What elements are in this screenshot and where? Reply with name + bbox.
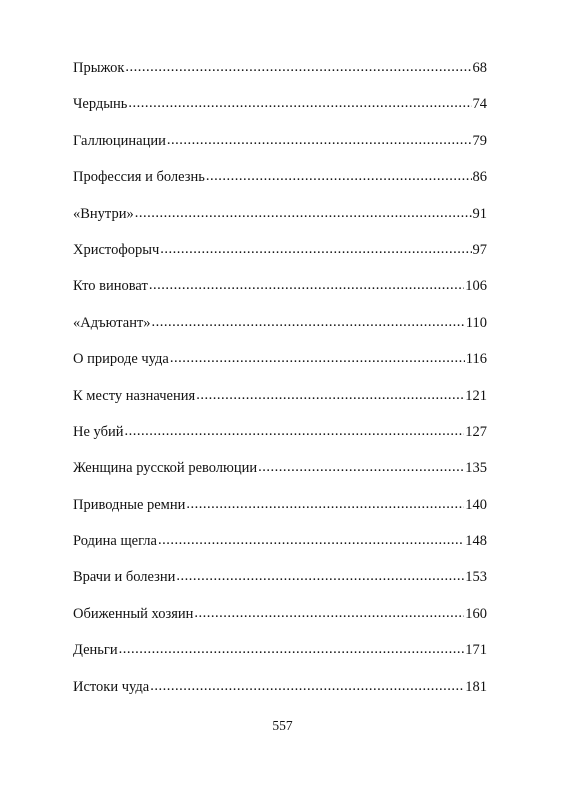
toc-entry-page: 153	[465, 569, 487, 586]
toc-entry[interactable]	[73, 495, 487, 531]
toc-entry-title: Деньги	[73, 642, 118, 659]
toc-entry-title: Обиженный хозяин	[73, 605, 194, 622]
toc-entry-page: 116	[465, 351, 487, 368]
toc-entry-page: 127	[465, 423, 487, 440]
toc-entry-title: Чердынь	[73, 96, 128, 113]
toc-entry[interactable]	[73, 567, 487, 603]
toc-entry-title: Галлюцинации	[73, 132, 166, 149]
toc-dot-leader	[149, 275, 464, 295]
toc-entry-page: 79	[472, 132, 487, 149]
toc-entry[interactable]	[73, 640, 487, 676]
toc-dot-leader	[206, 166, 472, 186]
toc-dot-leader	[119, 639, 465, 659]
toc-dot-leader	[194, 603, 464, 623]
toc-entry[interactable]	[73, 94, 487, 130]
toc-entry-page: 171	[465, 642, 487, 659]
toc-dot-leader	[152, 312, 465, 332]
toc-entry-title: Христофорыч	[73, 241, 160, 258]
toc-dot-leader	[125, 421, 465, 441]
toc-entry[interactable]	[73, 131, 487, 167]
toc-entry-page: 97	[472, 241, 487, 258]
toc-entry-title: Приводные ремни	[73, 496, 186, 513]
toc-entry-page: 160	[465, 605, 487, 622]
toc-entry-title: Врачи и болезни	[73, 569, 176, 586]
toc-entry-page: 121	[465, 387, 487, 404]
toc-entry-page: 91	[472, 205, 487, 222]
toc-entry-title: Прыжок	[73, 60, 125, 76]
toc-entry[interactable]	[73, 204, 487, 240]
toc-entry[interactable]	[73, 313, 487, 349]
toc-entry-title: Профессия и болезнь	[73, 169, 205, 186]
toc-entry[interactable]	[73, 422, 487, 458]
toc-entry-title: К месту назначения	[73, 387, 196, 404]
toc-dot-leader	[128, 93, 471, 113]
toc-entry[interactable]	[73, 677, 487, 713]
toc-entry-title: «Адъютант»	[73, 314, 151, 331]
toc-entry-title: Женщина русской революции	[73, 460, 258, 477]
table-of-contents	[73, 58, 487, 713]
toc-entry[interactable]	[73, 604, 487, 640]
toc-entry-page: 74	[472, 96, 487, 113]
toc-entry-page: 110	[465, 314, 487, 331]
toc-entry[interactable]	[73, 458, 487, 494]
toc-dot-leader	[196, 385, 464, 405]
toc-dot-leader	[158, 530, 464, 550]
toc-entry-page: 135	[465, 460, 487, 477]
toc-dot-leader	[167, 130, 472, 150]
toc-entry-title: Кто виноват	[73, 278, 148, 295]
toc-entry[interactable]	[73, 386, 487, 422]
toc-dot-leader	[176, 566, 464, 586]
page-number: 557	[272, 718, 293, 733]
toc-entry-page: 181	[465, 678, 487, 695]
toc-entry-title: Истоки чуда	[73, 678, 150, 695]
toc-entry[interactable]	[73, 349, 487, 385]
toc-entry-title: «Внутри»	[73, 205, 134, 222]
toc-dot-leader	[135, 203, 472, 223]
toc-entry-page: 86	[472, 169, 487, 186]
toc-dot-leader	[170, 348, 465, 368]
toc-entry[interactable]	[73, 167, 487, 203]
toc-entry-title: Не убий	[73, 423, 124, 440]
toc-dot-leader	[186, 494, 464, 514]
toc-entry[interactable]	[73, 58, 487, 94]
toc-dot-leader	[160, 239, 471, 259]
toc-entry[interactable]	[73, 531, 487, 567]
toc-dot-leader	[258, 457, 464, 477]
toc-entry-page: 140	[465, 496, 487, 513]
toc-entry-page: 68	[472, 60, 487, 76]
toc-entry[interactable]	[73, 276, 487, 312]
toc-entry-page: 148	[465, 533, 487, 550]
toc-dot-leader	[150, 676, 464, 696]
toc-entry-title: Родина щегла	[73, 533, 157, 550]
toc-dot-leader	[125, 57, 471, 77]
toc-entry-title: О природе чуда	[73, 351, 169, 368]
toc-entry-page: 106	[465, 278, 487, 295]
toc-entry[interactable]	[73, 240, 487, 276]
